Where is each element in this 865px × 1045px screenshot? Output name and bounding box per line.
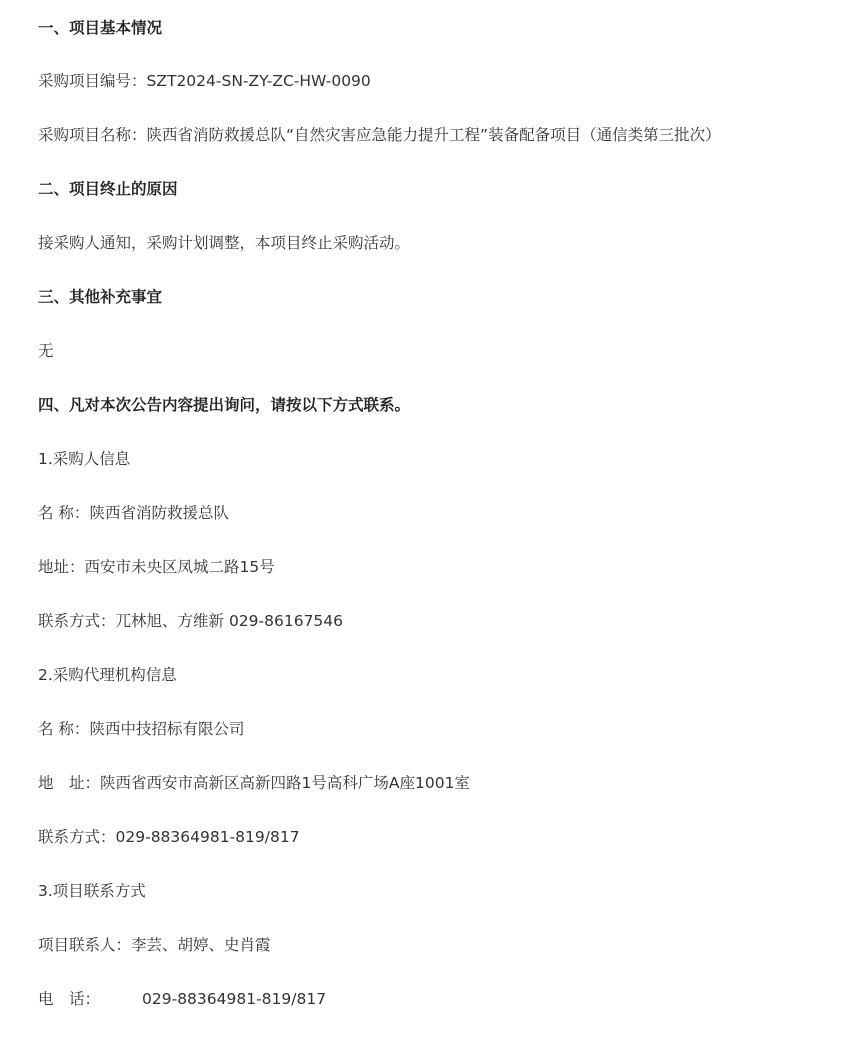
project-name-label: 采购项目名称：	[38, 126, 147, 144]
agency-contact-label: 联系方式：	[38, 828, 116, 846]
project-contact-phone-row	[38, 988, 326, 1010]
section-2-heading: 二、项目终止的原因	[38, 180, 178, 198]
agency-contact-row	[38, 826, 300, 848]
project-number-label: 采购项目编号：	[38, 72, 147, 90]
supplementary-content: 无	[38, 342, 54, 360]
section-1-heading: 一、项目基本情况	[38, 19, 163, 37]
purchaser-address-label: 地址：	[38, 558, 85, 576]
project-contact-phone-value: 029-88364981-819/817	[142, 990, 327, 1008]
agency-address-label: 地 址：	[38, 774, 101, 792]
purchaser-contact-row	[38, 610, 343, 632]
section-3-heading: 三、其他补充事宜	[38, 288, 163, 306]
agency-contact-value: 029-88364981-819/817	[115, 828, 300, 846]
project-contact-person-label: 项目联系人：	[38, 936, 132, 954]
agency-name-label: 名 称：	[38, 720, 90, 738]
agency-name-value: 陕西中技招标有限公司	[89, 720, 245, 738]
purchaser-name-row	[38, 502, 229, 524]
purchaser-contact-label: 联系方式：	[38, 612, 116, 630]
project-name-value: 陕西省消防救援总队“自然灾害应急能力提升工程”装备配备项目（通信类第三批次）	[146, 126, 721, 144]
purchaser-name-value: 陕西省消防救援总队	[89, 504, 229, 522]
project-number-value: SZT2024-SN-ZY-ZC-HW-0090	[146, 72, 371, 90]
project-contact-phone-label: 电 话：	[38, 990, 101, 1008]
project-contact-person-value: 李芸、胡婷、史肖霞	[131, 936, 271, 954]
purchaser-name-label: 名 称：	[38, 504, 90, 522]
purchaser-info-title: 1.采购人信息	[38, 450, 131, 468]
project-name-row	[38, 124, 721, 146]
purchaser-address-row	[38, 556, 275, 578]
termination-reason: 接采购人通知，采购计划调整，本项目终止采购活动。	[38, 234, 411, 252]
agency-info-title: 2.采购代理机构信息	[38, 666, 177, 684]
purchaser-address-value: 西安市未央区凤城二路15号	[84, 558, 275, 576]
agency-name-row	[38, 718, 244, 740]
agency-address-row	[38, 772, 470, 794]
purchaser-contact-value: 兀林旭、方维新 029-86167546	[115, 612, 344, 630]
project-contact-title: 3.项目联系方式	[38, 882, 146, 900]
section-4-heading: 四、凡对本次公告内容提出询问，请按以下方式联系。	[38, 396, 411, 414]
project-contact-person-row	[38, 934, 271, 956]
project-number-row	[38, 70, 371, 92]
agency-address-value: 陕西省西安市高新区高新四路1号高科广场A座1001室	[100, 774, 470, 792]
